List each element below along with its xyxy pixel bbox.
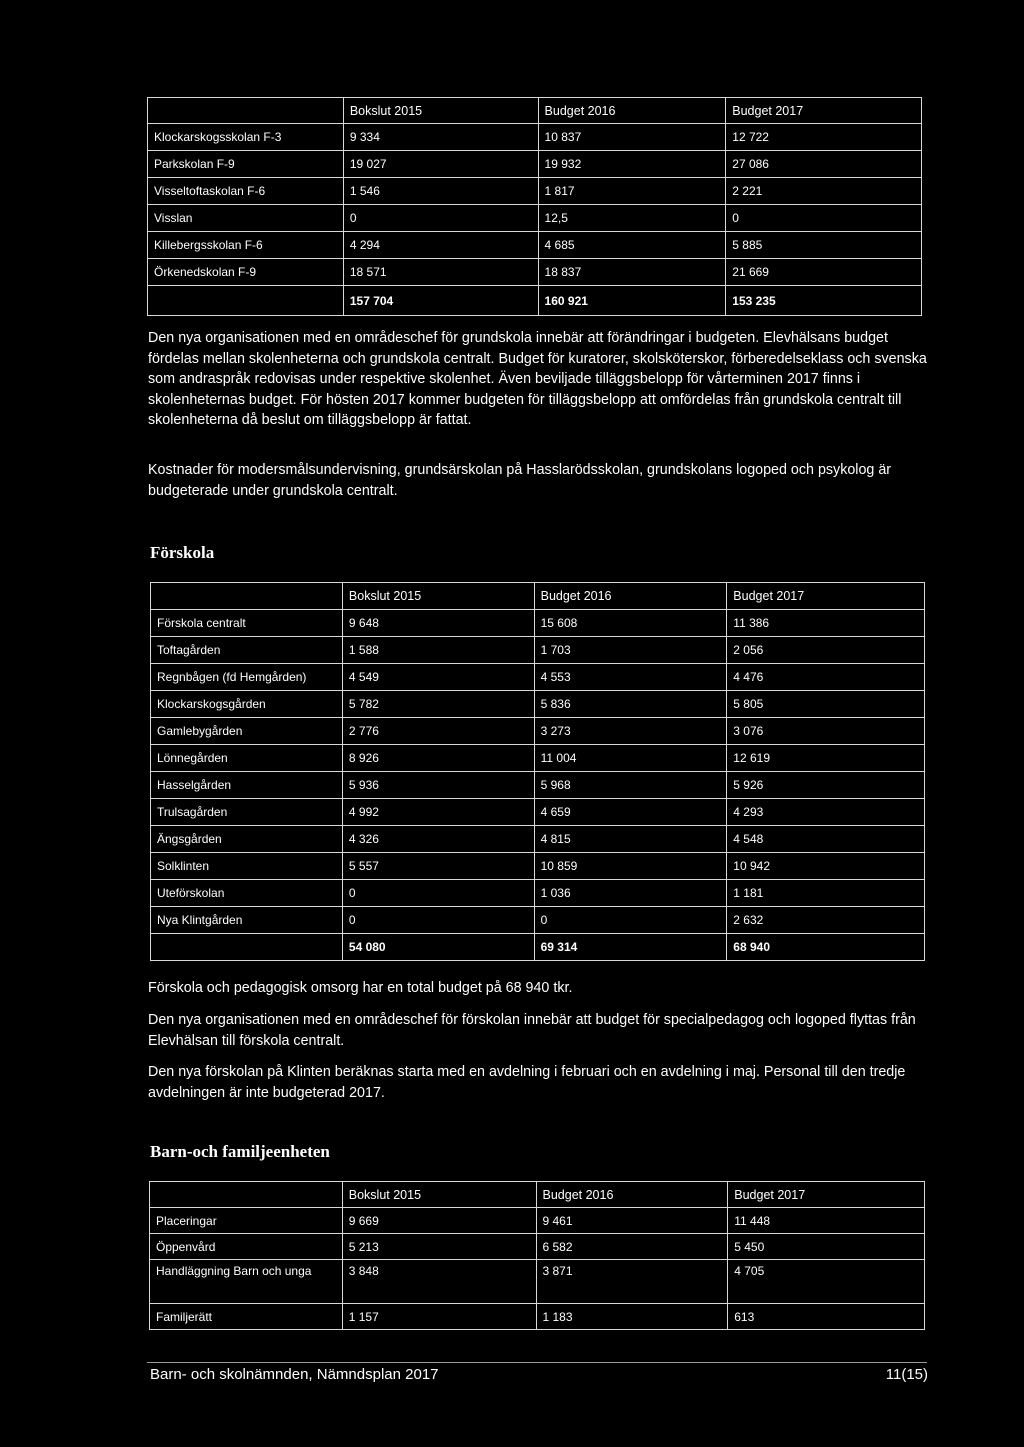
cell-budget-2017: 2 056 xyxy=(727,637,925,664)
cell-budget-2016: 12,5 xyxy=(538,205,726,232)
cell-bokslut-2015: 9 334 xyxy=(343,124,538,151)
total-budget-2017: 68 940 xyxy=(727,934,925,961)
total-label-empty xyxy=(151,934,343,961)
cell-budget-2017: 10 942 xyxy=(727,853,925,880)
barn-familj-budget-table xyxy=(149,1181,925,1330)
table-row xyxy=(148,151,922,178)
cell-budget-2016: 5 968 xyxy=(534,772,727,799)
column-header: Budget 2016 xyxy=(536,1182,728,1208)
cell-budget-2016: 11 004 xyxy=(534,745,727,772)
column-header: Budget 2017 xyxy=(728,1182,925,1208)
table-row xyxy=(151,880,925,907)
cell-budget-2017: 2 632 xyxy=(727,907,925,934)
table-row xyxy=(151,799,925,826)
cell-budget-2016: 0 xyxy=(534,907,727,934)
cell-budget-2016: 4 685 xyxy=(538,232,726,259)
row-label: Visseltoftaskolan F-6 xyxy=(148,178,344,205)
cell-bokslut-2015: 0 xyxy=(343,205,538,232)
forskola-heading: Förskola xyxy=(150,543,215,562)
cell-budget-2016: 10 859 xyxy=(534,853,727,880)
row-label: Solklinten xyxy=(151,853,343,880)
grundskola-paragraph-1: Den nya organisationen med en områdeschef för grundskola innebär att förändringar i budgeten. Elevhälsans budget fördelas mellan skolenheterna och grundskola centralt. Budget för kuratorer, skolsköterskor, förberedelseklass och svenska som andraspråk redovisas under respektive skolenhet. Även beviljade tilläggsbelopp för vårterminen 2017 finns i skolenheternas budget. För hösten 2017 kommer budgeten för tilläggsbelopp att omfördelas från grundskola centralt till skolenheterna då beslut om tilläggsbelopp är fattat. xyxy=(148,330,927,428)
cell-budget-2017: 5 885 xyxy=(726,232,922,259)
cell-budget-2016: 3 273 xyxy=(534,718,727,745)
table-header-row xyxy=(148,98,922,124)
cell-bokslut-2015: 0 xyxy=(342,880,534,907)
row-label: Familjerätt xyxy=(150,1304,343,1330)
total-bokslut-2015: 54 080 xyxy=(342,934,534,961)
cell-budget-2016: 1 183 xyxy=(536,1304,728,1330)
row-label: Nya Klintgården xyxy=(151,907,343,934)
column-header: Bokslut 2015 xyxy=(343,98,538,124)
cell-budget-2016: 3 871 xyxy=(536,1260,728,1304)
cell-bokslut-2015: 5 557 xyxy=(342,853,534,880)
table-row xyxy=(150,1260,925,1304)
cell-budget-2017: 11 386 xyxy=(727,610,925,637)
row-label: Handläggning Barn och unga xyxy=(150,1260,343,1304)
row-label: Förskola centralt xyxy=(151,610,343,637)
cell-budget-2016: 19 932 xyxy=(538,151,726,178)
row-label: Öppenvård xyxy=(150,1234,343,1260)
cell-budget-2017: 1 181 xyxy=(727,880,925,907)
table-row xyxy=(151,772,925,799)
cell-budget-2016: 1 703 xyxy=(534,637,727,664)
cell-bokslut-2015: 9 648 xyxy=(342,610,534,637)
table-row xyxy=(148,124,922,151)
table-row xyxy=(151,826,925,853)
cell-budget-2017: 4 548 xyxy=(727,826,925,853)
cell-bokslut-2015: 9 669 xyxy=(342,1208,536,1234)
cell-budget-2017: 613 xyxy=(728,1304,925,1330)
cell-budget-2017: 0 xyxy=(726,205,922,232)
column-header: Bokslut 2015 xyxy=(342,1182,536,1208)
cell-budget-2017: 5 805 xyxy=(727,691,925,718)
table-row xyxy=(151,745,925,772)
cell-budget-2016: 4 815 xyxy=(534,826,727,853)
cell-budget-2016: 18 837 xyxy=(538,259,726,286)
row-label: Hasselgården xyxy=(151,772,343,799)
total-budget-2016: 160 921 xyxy=(538,286,726,316)
table-row xyxy=(150,1208,925,1234)
table-row xyxy=(148,259,922,286)
table-header-row xyxy=(151,583,925,610)
cell-budget-2016: 1 036 xyxy=(534,880,727,907)
column-header: Budget 2017 xyxy=(726,98,922,124)
row-label: Ängsgården xyxy=(151,826,343,853)
cell-bokslut-2015: 8 926 xyxy=(342,745,534,772)
cell-budget-2016: 15 608 xyxy=(534,610,727,637)
cell-budget-2017: 21 669 xyxy=(726,259,922,286)
total-bokslut-2015: 157 704 xyxy=(343,286,538,316)
cell-bokslut-2015: 2 776 xyxy=(342,718,534,745)
row-label: Regnbågen (fd Hemgården) xyxy=(151,664,343,691)
table-row xyxy=(151,718,925,745)
column-header: Budget 2016 xyxy=(534,583,727,610)
cell-budget-2017: 11 448 xyxy=(728,1208,925,1234)
cell-budget-2016: 6 582 xyxy=(536,1234,728,1260)
forskola-paragraph-2: Den nya organisationen med en områdeschef för förskolan innebär att budget för specialpedagog och logoped flyttas från Elevhälsan till förskola centralt. xyxy=(148,1012,916,1049)
table-row xyxy=(151,664,925,691)
total-budget-2016: 69 314 xyxy=(534,934,727,961)
forskola-paragraph-3: Den nya förskolan på Klinten beräknas starta med en avdelning i februari och en avdelning i maj. Personal till den tredje avdelningen är inte budgeterad 2017. xyxy=(148,1064,906,1101)
cell-bokslut-2015: 4 294 xyxy=(343,232,538,259)
row-label: Klockarskogsskolan F-3 xyxy=(148,124,344,151)
cell-bokslut-2015: 5 936 xyxy=(342,772,534,799)
barn-familj-heading: Barn-och familjeenheten xyxy=(150,1142,330,1161)
table-row xyxy=(151,637,925,664)
column-header: Budget 2017 xyxy=(727,583,925,610)
table-row xyxy=(151,610,925,637)
cell-budget-2017: 12 722 xyxy=(726,124,922,151)
row-label: Lönnegården xyxy=(151,745,343,772)
cell-budget-2017: 12 619 xyxy=(727,745,925,772)
forskola-paragraph-1: Förskola och pedagogisk omsorg har en total budget på 68 940 tkr. xyxy=(148,980,573,996)
cell-bokslut-2015: 5 213 xyxy=(342,1234,536,1260)
row-label: Trulsagården xyxy=(151,799,343,826)
cell-bokslut-2015: 1 588 xyxy=(342,637,534,664)
table-row xyxy=(148,178,922,205)
cell-bokslut-2015: 1 546 xyxy=(343,178,538,205)
cell-budget-2017: 3 076 xyxy=(727,718,925,745)
cell-budget-2017: 27 086 xyxy=(726,151,922,178)
cell-bokslut-2015: 4 326 xyxy=(342,826,534,853)
forskola-budget-table xyxy=(150,582,925,961)
footer-divider xyxy=(147,1362,927,1363)
footer-page-number: 11(15) xyxy=(885,1366,928,1383)
cell-budget-2017: 5 450 xyxy=(728,1234,925,1260)
cell-budget-2016: 1 817 xyxy=(538,178,726,205)
cell-budget-2017: 4 705 xyxy=(728,1260,925,1304)
cell-budget-2016: 9 461 xyxy=(536,1208,728,1234)
row-label: Gamlebygården xyxy=(151,718,343,745)
footer-document-title: Barn- och skolnämnden, Nämndsplan 2017 xyxy=(150,1366,439,1383)
column-header: Bokslut 2015 xyxy=(342,583,534,610)
column-header: Budget 2016 xyxy=(538,98,726,124)
table-row xyxy=(151,907,925,934)
cell-bokslut-2015: 4 992 xyxy=(342,799,534,826)
cell-bokslut-2015: 0 xyxy=(342,907,534,934)
cell-bokslut-2015: 18 571 xyxy=(343,259,538,286)
table-row xyxy=(150,1304,925,1330)
row-label: Parkskolan F-9 xyxy=(148,151,344,178)
row-label: Placeringar xyxy=(150,1208,343,1234)
cell-bokslut-2015: 19 027 xyxy=(343,151,538,178)
cell-budget-2016: 5 836 xyxy=(534,691,727,718)
table-row xyxy=(148,232,922,259)
table-row xyxy=(151,853,925,880)
cell-budget-2016: 4 659 xyxy=(534,799,727,826)
cell-budget-2016: 10 837 xyxy=(538,124,726,151)
table-header-row xyxy=(150,1182,925,1208)
column-header xyxy=(150,1182,343,1208)
cell-budget-2017: 4 476 xyxy=(727,664,925,691)
cell-bokslut-2015: 4 549 xyxy=(342,664,534,691)
row-label: Toftagården xyxy=(151,637,343,664)
row-label: Klockarskogsgården xyxy=(151,691,343,718)
table-row xyxy=(148,205,922,232)
row-label: Killebergsskolan F-6 xyxy=(148,232,344,259)
table-total-row xyxy=(151,934,925,961)
row-label: Visslan xyxy=(148,205,344,232)
cell-budget-2017: 5 926 xyxy=(727,772,925,799)
row-label: Uteförskolan xyxy=(151,880,343,907)
column-header xyxy=(148,98,344,124)
table-row xyxy=(151,691,925,718)
cell-bokslut-2015: 5 782 xyxy=(342,691,534,718)
table-total-row xyxy=(148,286,922,316)
row-label: Örkenedskolan F-9 xyxy=(148,259,344,286)
total-label-empty xyxy=(148,286,344,316)
column-header xyxy=(151,583,343,610)
cell-budget-2017: 2 221 xyxy=(726,178,922,205)
grundskola-budget-table xyxy=(147,97,922,316)
cell-budget-2016: 4 553 xyxy=(534,664,727,691)
cell-bokslut-2015: 3 848 xyxy=(342,1260,536,1304)
table-row xyxy=(150,1234,925,1260)
total-budget-2017: 153 235 xyxy=(726,286,922,316)
grundskola-paragraph-2: Kostnader för modersmålsundervisning, grundsärskolan på Hasslarödsskolan, grundskolans logoped och psykolog är budgeterade under grundskola centralt. xyxy=(148,462,892,499)
cell-budget-2017: 4 293 xyxy=(727,799,925,826)
cell-bokslut-2015: 1 157 xyxy=(342,1304,536,1330)
